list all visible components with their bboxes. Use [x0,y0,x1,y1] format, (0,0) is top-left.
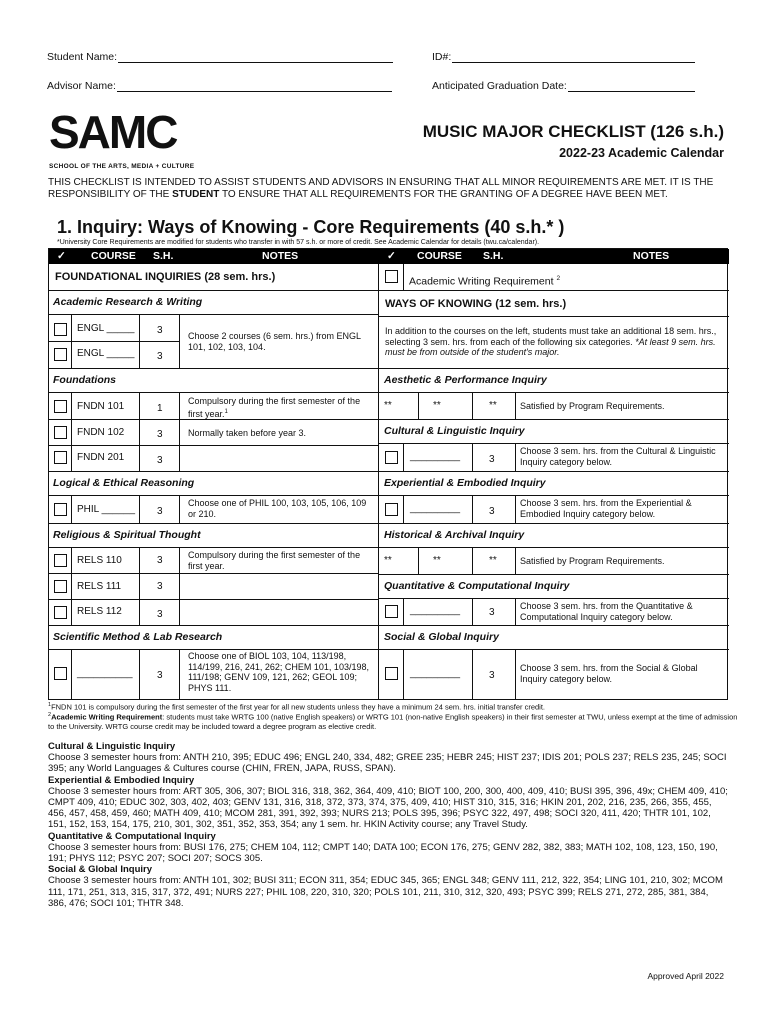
phil-note: Choose one of PHIL 100, 103, 105, 106, 109 or 210. [188,498,367,519]
engl1-course: ENGL _____ [77,323,135,334]
intro-text [48,177,728,201]
intro-part2: TO ENSURE THAT ALL REQUIREMENTS FOR THE GRANTING OF A DEGREE HAVE BEEN MET. [219,189,668,200]
samc-logo [49,110,199,170]
id-label: ID#: [432,51,452,63]
fndn101-checkbox[interactable] [54,400,67,413]
list-heading: Experiential & Embodied Inquiry [48,774,195,786]
col-line [139,547,140,625]
footnote-2-text: : students must take WRTG 100 (native English speakers) or WRTG 101 (non-native English speakers) in their first semester at TWU, unless exempt at the time of admission to the University. WRTG course credit may be included toward a degree program as elective credit. [48,712,738,731]
list-quantitative [48,831,728,865]
col-line [472,495,473,523]
right-table-header [379,249,729,264]
divider [49,368,378,369]
col-line [472,649,473,700]
fndn101-note [188,396,373,419]
wok-note-2: *At least 9 sem. hrs. must be from outside of the student's major. [385,336,716,357]
footnote-2-bold: Academic Writing Requirement [51,712,163,722]
phil-checkbox[interactable] [54,503,67,516]
list-heading: Social & Global Inquiry [48,864,152,876]
historical-check-stars: ** [384,555,392,566]
experiential-checkbox[interactable] [385,503,398,516]
col-line [472,598,473,625]
engl-note: Choose 2 courses (6 sem. hrs.) from ENGL 101, 102, 103, 104. [188,331,361,352]
col-line [71,649,72,700]
col-line [403,598,404,625]
id-line[interactable] [452,51,695,63]
divider [49,649,378,650]
cultural-note: Choose 3 sem. hrs. from the Cultural & Linguistic Inquiry category below. [520,446,716,467]
ways-of-knowing-title: WAYS OF KNOWING (12 sem. hrs.) [385,298,567,310]
col-line [139,495,140,523]
fndn201-sh: 3 [157,455,163,466]
divider [49,547,378,548]
phil-course: PHIL ______ [77,504,136,515]
col-line [179,547,180,625]
col-line [472,443,473,471]
science-sh: 3 [157,670,163,681]
left-check-header: ✓ [57,250,66,262]
id-field[interactable] [432,51,695,63]
fndn201-checkbox[interactable] [54,451,67,464]
rels110-checkbox[interactable] [54,554,67,567]
experiential-course-blank[interactable]: _________ [410,503,461,514]
engl2-checkbox[interactable] [54,348,67,361]
category-quantitative: Quantitative & Computational Inquiry [384,580,570,592]
list-cultural [48,741,728,775]
historical-sh-stars: ** [489,555,497,566]
wok-note-1: In addition to the courses on the left, students must take an additional 18 sem. hrs., selecting 3 sem. hrs. from each of the following six categories. [385,326,717,347]
col-line [403,649,404,700]
footnote-1-sup: 1 [48,702,52,708]
awr-checkbox[interactable] [385,270,398,283]
divider [379,443,729,444]
category-social: Social & Global Inquiry [384,631,499,643]
col-line [179,314,180,368]
divider [49,625,378,626]
col-line [472,392,473,419]
advisor-name-field[interactable] [47,80,392,92]
social-checkbox[interactable] [385,667,398,680]
list-text: Choose 3 semester hours from: BUSI 176, 275; CHEM 104, 112; CMPT 140; DATA 100; ECON 176, 275; GENV 282, 382, 383; MATH 102, 108, 123, 150, 190, 191; PHYS 112; PSYC 207; SOCI 207; SOCS 305. [48,841,718,865]
list-experiential [48,775,728,831]
category-experiential: Experiential & Embodied Inquiry [384,477,546,489]
graduation-date-line[interactable] [568,80,695,92]
divider [379,523,729,524]
list-social [48,864,728,909]
divider [379,495,729,496]
rels112-checkbox[interactable] [54,606,67,619]
category-religious: Religious & Spiritual Thought [53,529,201,541]
col-line [515,547,516,574]
section-note: *University Core Requirements are modified for students who transfer in with 57 s.h. or more of credit. See Academic Calendar for details (twu.ca/calendar). [57,239,540,246]
science-checkbox[interactable] [54,667,67,680]
col-line [515,392,516,419]
divider [379,598,729,599]
col-line [418,392,419,419]
cultural-course-blank[interactable]: _________ [410,451,461,462]
col-line [71,495,72,523]
divider [379,290,729,291]
rels112-course: RELS 112 [77,606,122,617]
aesthetic-note: Satisfied by Program Requirements. [520,401,665,411]
fndn102-sh: 3 [157,429,163,440]
divider [379,625,729,626]
col-line [418,547,419,574]
divider [379,471,729,472]
divider [379,547,729,548]
col-line [179,392,180,471]
quantitative-note: Choose 3 sem. hrs. from the Quantitative & Computational Inquiry category below. [520,601,693,622]
col-line [71,547,72,625]
right-notes-header: NOTES [633,250,670,262]
intro-part1: THIS CHECKLIST IS INTENDED TO ASSIST STUDENTS AND ADVISORS IN ENSURING THAT ALL MINOR REQUIREMENTS ARE MET. IT IS THE RESPONSIBILITY OF THE [48,177,714,200]
footnote-1-text: FNDN 101 is compulsory during the first semester of the first year for all new students unless they have a minimum 24 sem. hrs. initial transfer credit. [51,702,546,712]
science-note: Choose one of BIOL 103, 104, 113/198, 114/199, 216, 241, 262; CHEM 101, 103/198, 111/198; GENV 109, 121, 262; GEOL 109; PHYS 111. [188,651,369,693]
rels111-sh: 3 [157,581,163,592]
divider [49,290,378,291]
col-line [472,547,473,574]
rels110-note: Compulsory during the first semester of the first year. [188,550,361,571]
footnote-2-sup: 2 [48,712,52,718]
aesthetic-course-stars: ** [433,400,441,411]
fndn101-note-text: Compulsory during the first semester of the first year. [188,396,361,419]
phil-sh: 3 [157,506,163,517]
fndn102-note: Normally taken before year 3. [188,428,307,438]
footnote-2 [48,711,738,732]
student-name-field[interactable] [47,51,393,63]
left-table-header [49,249,379,264]
quantitative-sh: 3 [489,607,495,618]
inquiry-course-lists [48,741,728,909]
social-sh: 3 [489,670,495,681]
rels111-checkbox[interactable] [54,580,67,593]
col-line [403,264,404,290]
awr-label [409,273,560,288]
rels110-sh: 3 [157,555,163,566]
quantitative-course-blank[interactable]: _________ [410,605,461,616]
divider [49,445,378,446]
divider [379,368,729,369]
historical-course-stars: ** [433,555,441,566]
fndn102-course: FNDN 102 [77,427,125,438]
list-text: Choose 3 semester hours from: ANTH 101, 302; BUSI 311; ECON 311, 354; EDUC 345, 365; ENGL 348; GENV 111, 212, 322, 354; LING 101, 210, 302; MCOM 111, 171, 251, 313, 315, 317, 372, 491; NURS 227; PHIL 108, 220, 310, 320; POLS 101, 211, 310, 312, 320, 493; PSYC 399; RELS 271, 272, 285, 381, 384, 386, 476; SOCI 101; THTR 348. [48,875,723,909]
category-historical: Historical & Archival Inquiry [384,529,525,541]
engl2-sh: 3 [157,351,163,362]
science-course-blank[interactable]: __________ [77,668,133,679]
wok-note [385,326,723,358]
list-heading: Quantitative & Computational Inquiry [48,830,216,842]
left-sh-header: S.H. [153,250,174,262]
aesthetic-check-stars: ** [384,400,392,411]
divider [379,392,729,393]
divider [49,419,378,420]
fndn101-sh: 1 [157,403,163,414]
col-line [139,649,140,700]
historical-note: Satisfied by Program Requirements. [520,556,665,566]
social-note: Choose 3 sem. hrs. from the Social & Global Inquiry category below. [520,663,698,684]
cultural-sh: 3 [489,454,495,465]
page-title: MUSIC MAJOR CHECKLIST (126 s.h.) [422,122,724,141]
divider [49,471,378,472]
fndn102-checkbox[interactable] [54,426,67,439]
col-line [515,649,516,700]
col-line [179,495,180,523]
divider [49,599,378,600]
requirements-table [48,248,728,700]
category-scientific: Scientific Method & Lab Research [53,631,223,643]
col-line [515,443,516,471]
col-line [403,495,404,523]
approved-date: Approved April 2022 [647,971,724,981]
list-heading: Cultural & Linguistic Inquiry [48,741,176,752]
divider [379,419,729,420]
awr-sup: 2 [556,275,561,282]
col-line [515,598,516,625]
experiential-sh: 3 [489,506,495,517]
fndn201-course: FNDN 201 [77,452,125,463]
engl2-course: ENGL _____ [77,348,135,359]
intro-bold: STUDENT [172,189,220,200]
right-course-header: COURSE [417,250,462,262]
graduation-date-label: Anticipated Graduation Date: [432,80,567,92]
divider [49,523,378,524]
category-aesthetic: Aesthetic & Performance Inquiry [384,374,547,386]
divider [379,649,729,650]
samc-wordmark-text: SAMC [49,110,177,154]
rels112-sh: 3 [157,609,163,620]
col-line [139,392,140,471]
fndn101-note-sup: 1 [224,408,228,415]
category-academic-research: Academic Research & Writing [53,296,203,308]
divider [379,574,729,575]
student-name-label: Student Name: [47,51,118,63]
section-title: 1. Inquiry: Ways of Knowing - Core Requirements (40 s.h.* ) [57,217,565,237]
divider [49,341,179,342]
aesthetic-sh-stars: ** [489,400,497,411]
fndn101-course: FNDN 101 [77,401,125,412]
rels111-course: RELS 111 [77,581,122,592]
category-foundations: Foundations [53,374,116,386]
awr-text: Academic Writing Requirement [409,275,554,288]
category-cultural: Cultural & Linguistic Inquiry [384,425,525,437]
divider [49,495,378,496]
engl1-sh: 3 [157,325,163,336]
social-course-blank[interactable]: _________ [410,668,461,679]
col-line [515,495,516,523]
student-name-line[interactable] [118,51,393,63]
center-divider [378,264,379,700]
rels110-course: RELS 110 [77,555,122,566]
divider [49,573,378,574]
engl1-checkbox[interactable] [54,323,67,336]
col-line [403,443,404,471]
divider [49,314,378,315]
divider [379,316,729,317]
col-line [71,392,72,471]
advisor-name-label: Advisor Name: [47,80,116,92]
category-logical: Logical & Ethical Reasoning [53,477,195,489]
divider [49,392,378,393]
advisor-name-line[interactable] [117,80,392,92]
quantitative-checkbox[interactable] [385,605,398,618]
experiential-note: Choose 3 sem. hrs. from the Experiential & Embodied Inquiry category below. [520,498,692,519]
foundational-group-title: FOUNDATIONAL INQUIRIES (28 sem. hrs.) [55,271,276,283]
graduation-date-field[interactable] [432,80,695,92]
left-notes-header: NOTES [262,250,299,262]
page-subtitle: 2022-23 Academic Calendar [559,146,724,160]
list-text: Choose 3 semester hours from: ANTH 210, 395; EDUC 496; ENGL 240, 334, 482; GREE 235; HEBR 245; HIST 237; IDIS 201; POLS 237; RELS 235, 245; SOCI 395; any World Languages & Cultures course (CHIN, FREN, JAPA, RUSS, SPAN). [48,752,727,775]
cultural-checkbox[interactable] [385,451,398,464]
samc-tagline: SCHOOL OF THE ARTS, MEDIA + CULTURE [49,163,195,170]
left-course-header: COURSE [91,250,136,262]
samc-wordmark [49,110,199,154]
list-text: Choose 3 semester hours from: ART 305, 306, 307; BIOL 316, 318, 362, 364, 409, 410; BIOT 100, 200, 300, 400, 409, 410; BUSI 395, 396, 49x; CHEM 409, 410; CMPT 409, 410; EDUC 302, 303, 402, 403; GENV 131, 316, 318, 372, 373, 374, 375, 409, 410; HIST 310, 315, 316; HKIN 201, 202, 216, 235, 266, 355, 455, 456, 457, 458, 459, 460; MATH 409, 410; MCOM 281, 391, 392, 393; NURS 213; POLS 395, 396; PSYC 322, 497, 498; SOCI 320, 411, 420; THTR 101, 102, 151, 152, 153, 154, 175, 210, 301, 302, 351, 352, 353, 354; any 1 sem. hr. HKIN Activity course; any Travel Study. [48,785,728,831]
col-line [179,649,180,700]
right-sh-header: S.H. [483,250,504,262]
right-check-header: ✓ [387,250,396,262]
